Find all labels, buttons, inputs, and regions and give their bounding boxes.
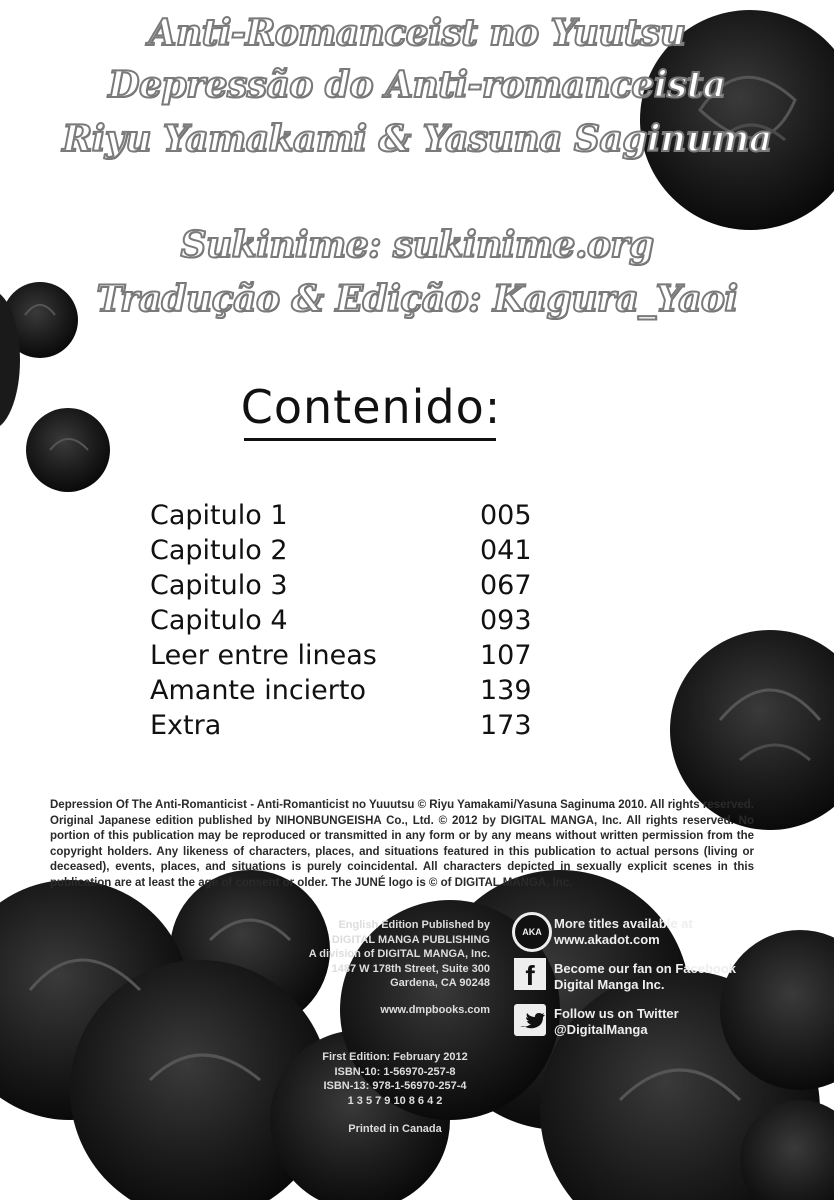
facebook-line: Become our fan on Facebook [554, 961, 737, 976]
toc-page-number: 173 [480, 710, 532, 741]
credit-title-japanese: Anti-Romanceist no Yuutsu [148, 12, 686, 54]
edition-info [300, 1050, 490, 1137]
copyright-notice: Depression Of The Anti-Romanticist - Anti-Romanticist no Yuuutsu © Riyu Yamakami/Yasuna Saginuma 2010. All rights reserved. Original Japanese edition published by NIHONBUNGEISHA Co., Ltd. © 2012 by DIGITAL MANGA, Inc. All rights reserved. No portion of this publication may be reproduced or transmitted in any form or by any means without written permission from the copyright holders. Any likeness of characters, places, and situations featured in this publication to actual persons (living or deceased), events, places, and situations is purely coincidental. All characters depicted in sexually explicit scenes in this publication are at least the age of consent or older. The JUNÉ logo is © of DIGITAL MANGA, Inc. [50, 799, 754, 889]
toc-title: Contenido: [240, 380, 502, 434]
publisher-division: A division of DIGITAL MANGA, Inc. [308, 948, 490, 960]
aka-line: More titles available at [554, 916, 693, 931]
toc-row [150, 640, 570, 675]
twitter-bird-icon [514, 1004, 546, 1036]
toc-page-number: 139 [480, 675, 532, 706]
twitter-handle[interactable]: @DigitalManga [554, 1022, 648, 1037]
publisher-city: Gardena, CA 90248 [390, 977, 490, 989]
credit-authors: Riyu Yamakami & Yasuna Saginuma [62, 118, 772, 160]
edition-line: First Edition: February 2012 [322, 1051, 468, 1063]
toc-label: Capitulo 1 [150, 500, 288, 531]
twitter-promo [554, 1006, 679, 1038]
toc-label: Amante incierto [150, 675, 366, 706]
toc-page-number: 067 [480, 570, 532, 601]
printed-location: Printed in Canada [348, 1123, 442, 1135]
twitter-icon[interactable] [514, 1004, 546, 1036]
toc-page-number: 005 [480, 500, 532, 531]
toc-page-number: 041 [480, 535, 532, 566]
toc-label: Capitulo 2 [150, 535, 288, 566]
aka-link[interactable]: www.akadot.com [554, 932, 660, 947]
facebook-account[interactable]: Digital Manga Inc. [554, 977, 665, 992]
toc-label: Leer entre lineas [150, 640, 377, 671]
publisher-name: DIGITAL MANGA PUBLISHING [331, 933, 490, 946]
toc-row [150, 710, 570, 745]
toc-row [150, 570, 570, 605]
toc-title-underline [244, 438, 496, 441]
publisher-line: English Edition Published by [338, 919, 490, 931]
table-of-contents [150, 500, 570, 745]
toc-label: Extra [150, 710, 222, 741]
publisher-info [300, 918, 490, 1017]
facebook-icon[interactable]: f [514, 958, 546, 990]
isbn-10: ISBN-10: 1-56970-257-8 [334, 1065, 456, 1078]
toc-page-number: 093 [480, 605, 532, 636]
publisher-address: 1487 W 178th Street, Suite 300 [331, 962, 490, 975]
toc-row [150, 675, 570, 710]
isbn-13: ISBN-13: 978-1-56970-257-4 [323, 1080, 467, 1092]
aka-logo: AKA [512, 912, 552, 952]
toc-row [150, 500, 570, 535]
publisher-website[interactable]: www.dmpbooks.com [380, 1003, 490, 1016]
credit-title-portuguese: Depressão do Anti-romanceista [108, 64, 726, 106]
toc-label: Capitulo 3 [150, 570, 288, 601]
aka-promo [554, 916, 693, 948]
credit-scanlator-site: Sukinime: sukinime.org [180, 224, 654, 266]
toc-label: Capitulo 4 [150, 605, 288, 636]
credit-translation: Tradução & Edição: Kagura_Yaoi [96, 278, 738, 320]
toc-page-number: 107 [480, 640, 532, 671]
toc-row [150, 605, 570, 640]
toc-row [150, 535, 570, 570]
twitter-line: Follow us on Twitter [554, 1006, 679, 1021]
facebook-promo [554, 961, 736, 993]
printing-line: 1 3 5 7 9 10 8 6 4 2 [347, 1094, 443, 1107]
